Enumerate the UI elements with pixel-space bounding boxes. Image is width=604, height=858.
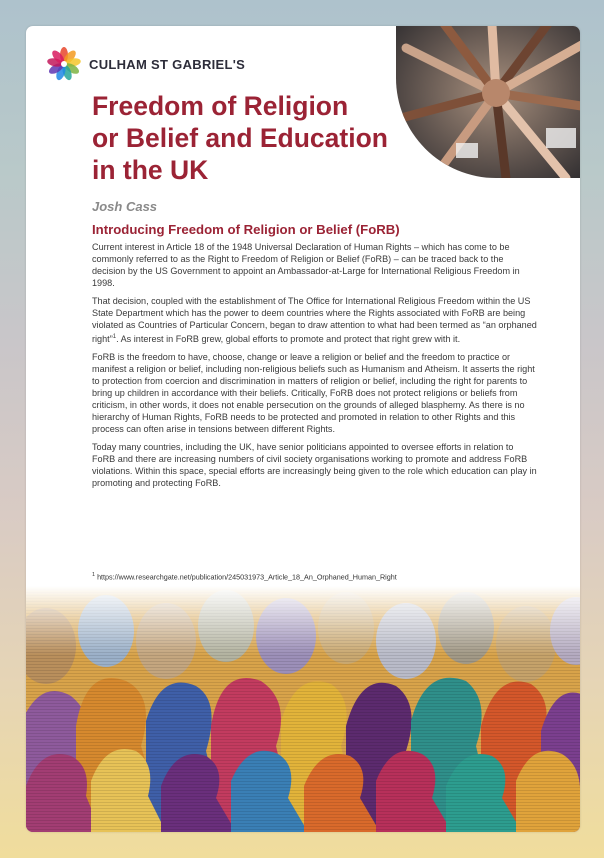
- footnote: [92, 572, 397, 581]
- section-heading: Introducing Freedom of Religion or Belief (FoRB): [92, 222, 400, 237]
- paragraph-text: . As interest in FoRB grew, global efforts to promote and protect that right grew with it.: [116, 334, 461, 345]
- title-line: in the UK: [92, 155, 209, 185]
- paragraph: Current interest in Article 18 of the 1948 Universal Declaration of Human Rights – which has come to be commonly referred to as the Right to Freedom of Religion or Belief (FoRB) – can be traced back to the decision by the US Government to appoint an Ambassador-at-Large for International Religious Freedom in 1998.: [92, 242, 520, 288]
- footnote-reference: 1: [112, 334, 117, 340]
- page-title: [92, 90, 412, 186]
- article-body: [92, 241, 537, 495]
- paragraph-text: That decision, coupled with the establishment of The Office for International Religious Freedom within the US State Department which has the power to deem countries where the Rights associated with FoRB are being violated as Countries of Particular Concern, began to draw attention to what had been termed as “an orphaned right”: [92, 296, 537, 345]
- brand-logo: [46, 46, 245, 82]
- hero-photo-hands: [396, 26, 580, 178]
- title-line: Freedom of Religion: [92, 91, 349, 121]
- footnote-link[interactable]: https://www.researchgate.net/publication/245031973_Article_18_An_Orphaned_Human_Right: [97, 572, 397, 582]
- document-page: [26, 26, 580, 832]
- paragraph: Today many countries, including the UK, have senior politicians appointed to oversee efforts in relation to FoRB and there are increasing numbers of civil society organisations working to promote and address FoRB violations. Within this space, special efforts are increasingly being given to the role which education can play in promoting and protecting FoRB.: [92, 442, 537, 489]
- title-line: or Belief and Education: [92, 123, 388, 153]
- crowd-silhouettes-illustration: [26, 586, 580, 832]
- paragraph: [92, 295, 537, 345]
- paragraph: FoRB is the freedom to have, choose, change or leave a religion or belief and the freedom to practice or manifest a religion or belief, including non-religious beliefs such as Humanism and Atheism. It asserts the right to protection from coercion and discrimination in matters of religion or belief, including the right for parents to bring up children in accordance with their beliefs. Critically, FoRB does not protect religions or beliefs from criticism, in other words, it does not enable persecution on the grounds of alleged blasphemy. As there is no hierarchy of Human Rights, FoRB needs to be protected and promoted in relation to other Rights and this process can often arise in tensions between different Rights.: [92, 352, 535, 435]
- flower-logo-icon: [46, 46, 82, 82]
- author-name: Josh Cass: [92, 199, 158, 214]
- brand-name: CULHAM ST GABRIEL'S: [89, 56, 246, 72]
- footnote-marker: 1: [92, 572, 96, 578]
